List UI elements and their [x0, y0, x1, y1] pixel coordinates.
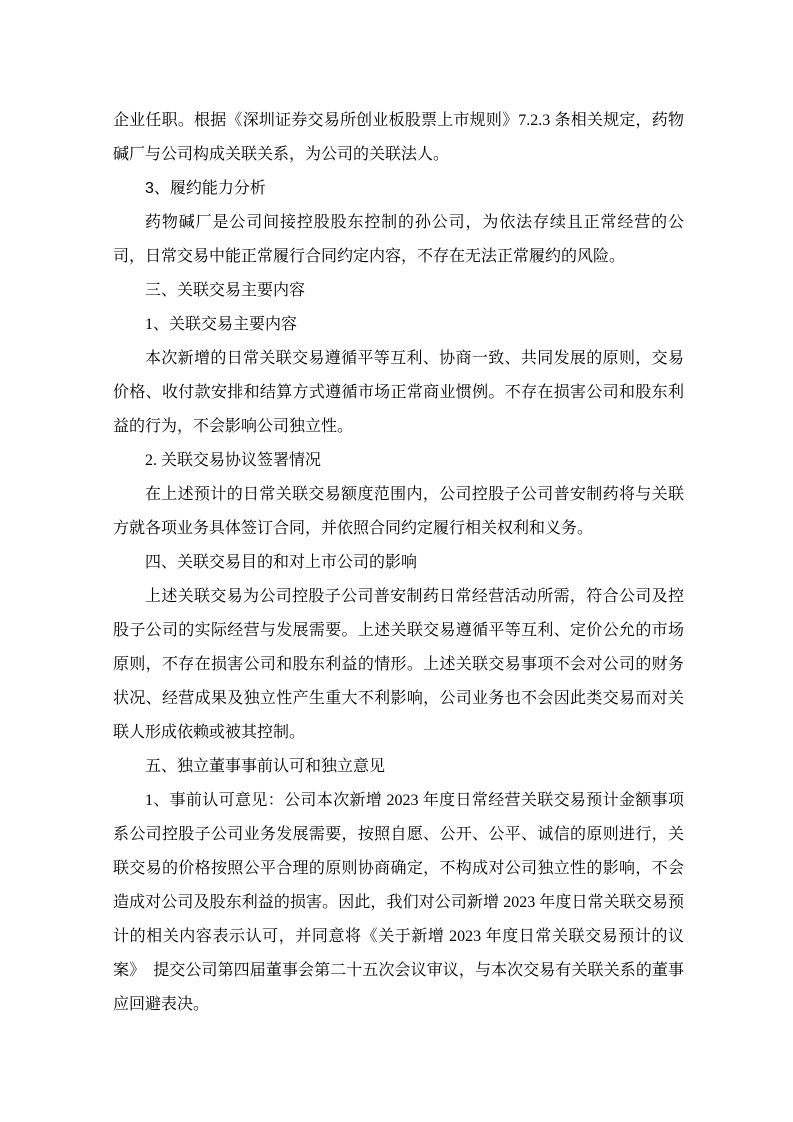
heading-section-5-independent-directors-opinion: 五、独立董事事前认可和独立意见 — [145, 758, 386, 775]
paragraph-transaction-main-content-subtitle: 1、关联交易主要内容 — [145, 316, 298, 333]
paragraph-transaction-principles: 本次新增的日常关联交易遵循平等互利、协商一致、共同发展的原则，交易价格、收付款安排和结算方式遵循市场正常商业惯例。不存在损害公司和股东利益的行为，不会影响公司独立性。 — [113, 350, 684, 435]
paragraph-prior-approval-opinion: 1、事前认可意见：公司本次新增 2023 年度日常经营关联交易预计金额事项系公司控股子公司业务发展需要，按照自愿、公开、公平、诚信的原则进行，关联交易的价格按照公平合理的原则协商确定，不构成对公司独立性的影响，不会造成对公司及股东利益的损害。因此，我们对公司新增 2023 年度日常关联交易预计的相关内容表示认可，并同意将《关于新增 2023 年度日常关联交易预计的议案》 提交公司第四届董事会第二十五次会议审议，与本次交易有关联关系的董事应回避表决。 — [113, 792, 684, 1013]
document-body — [113, 104, 684, 1022]
paragraph-performance-capability: 药物碱厂是公司间接控股股东控制的孙公司，为依法存续且正常经营的公司，日常交易中能正常履行合同约定内容，不存在无法正常履约的风险。 — [113, 214, 684, 265]
heading-section-3-transaction-main-content: 三、关联交易主要内容 — [145, 282, 306, 299]
paragraph-continuation-related-legal-person: 企业任职。根据《深圳证券交易所创业板股票上市规则》7.2.3 条相关规定，药物碱厂与公司构成关联关系，为公司的关联法人。 — [113, 112, 684, 163]
heading-performance-capability-analysis: 3、履约能力分析 — [145, 180, 266, 197]
paragraph-transaction-impact: 上述关联交易为公司控股子公司普安制药日常经营活动所需，符合公司及控股子公司的实际经营与发展需要。上述关联交易遵循平等互利、定价公允的市场原则，不存在损害公司和股东利益的情形。上述关联交易事项不会对公司的财务状况、经营成果及独立性产生重大不利影响，公司业务也不会因此类交易而对关联人形成依赖或被其控制。 — [113, 588, 684, 741]
paragraph-agreement-signing-subtitle: 2. 关联交易协议签署情况 — [145, 452, 322, 469]
heading-section-4-transaction-purpose-impact: 四、关联交易目的和对上市公司的影响 — [145, 554, 418, 571]
paragraph-agreement-signing: 在上述预计的日常关联交易额度范围内，公司控股子公司普安制药将与关联方就各项业务具体签订合同，并依照合同约定履行相关权利和义务。 — [113, 486, 684, 537]
